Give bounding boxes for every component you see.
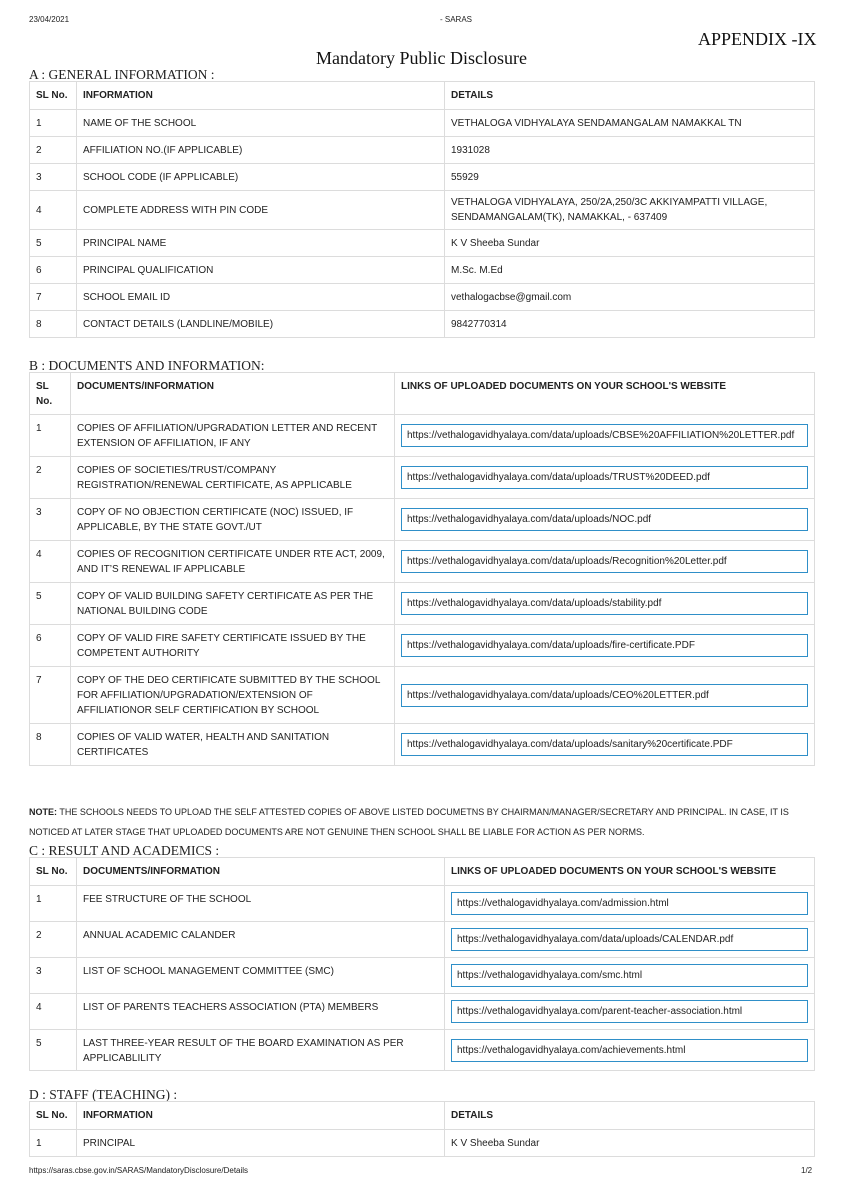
table-row (30, 667, 815, 724)
info-cell: NAME OF THE SCHOOL (77, 110, 445, 137)
table-row (30, 1030, 815, 1071)
col-header-sl-no: SL No. (30, 373, 71, 415)
info-cell: LIST OF SCHOOL MANAGEMENT COMMITTEE (SMC) (77, 958, 445, 994)
document-link[interactable]: https://vethalogavidhyalaya.com/data/uploads/stability.pdf (401, 592, 808, 615)
info-cell: COPIES OF RECOGNITION CERTIFICATE UNDER RTE ACT, 2009, AND IT’S RENEWAL IF APPLICABLE (71, 541, 395, 583)
info-cell: COPIES OF SOCIETIES/TRUST/COMPANY REGISTRATION/RENEWAL CERTIFICATE, AS APPLICABLE (71, 457, 395, 499)
col-header-information: INFORMATION (77, 1102, 445, 1130)
print-date: 23/04/2021 (29, 15, 70, 24)
result-academics-table (29, 857, 815, 1071)
table-row (30, 110, 815, 137)
document-link[interactable]: https://vethalogavidhyalaya.com/data/uploads/NOC.pdf (401, 508, 808, 531)
link-cell (395, 415, 815, 457)
info-cell: COPIES OF AFFILIATION/UPGRADATION LETTER AND RECENT EXTENSION OF AFFILIATION, IF ANY (71, 415, 395, 457)
col-header-links: LINKS OF UPLOADED DOCUMENTS ON YOUR SCHOOL'S WEBSITE (395, 373, 815, 415)
link-cell (395, 724, 815, 766)
sl-no-cell: 7 (30, 284, 77, 311)
info-cell: COPY OF THE DEO CERTIFICATE SUBMITTED BY THE SCHOOL FOR AFFILIATION/UPGRADATION/EXTENSION OF AFFILIATIONOR SELF CERTIFICATION BY SCHOOL (71, 667, 395, 724)
details-cell: VETHALOGA VIDHYALAYA, 250/2A,250/3C AKKIYAMPATTI VILLAGE, SENDAMANGALAM(TK), NAMAKKAL, - 637409 (445, 191, 815, 230)
document-link[interactable]: https://vethalogavidhyalaya.com/data/uploads/CALENDAR.pdf (451, 928, 808, 951)
table-row (30, 284, 815, 311)
table-row (30, 499, 815, 541)
details-cell: VETHALOGA VIDHYALAYA SENDAMANGALAM NAMAKKAL TN (445, 110, 815, 137)
document-link[interactable]: https://vethalogavidhyalaya.com/data/uploads/CEO%20LETTER.pdf (401, 684, 808, 707)
sl-no-cell: 7 (30, 667, 71, 724)
table-row (30, 541, 815, 583)
sl-no-cell: 2 (30, 137, 77, 164)
link-cell (445, 922, 815, 958)
sl-no-cell: 5 (30, 583, 71, 625)
info-cell: SCHOOL EMAIL ID (77, 284, 445, 311)
note-text (29, 802, 814, 842)
link-cell (445, 1030, 815, 1071)
col-header-details: DETAILS (445, 82, 815, 110)
sl-no-cell: 3 (30, 164, 77, 191)
link-cell (395, 625, 815, 667)
table-row (30, 230, 815, 257)
sl-no-cell: 6 (30, 257, 77, 284)
general-information-table (29, 81, 815, 338)
details-cell: 1931028 (445, 137, 815, 164)
details-cell: M.Sc. M.Ed (445, 257, 815, 284)
col-header-sl-no: SL No. (30, 82, 77, 110)
link-cell (445, 994, 815, 1030)
table-row (30, 257, 815, 284)
info-cell: COPY OF VALID BUILDING SAFETY CERTIFICATE AS PER THE NATIONAL BUILDING CODE (71, 583, 395, 625)
details-cell: K V Sheeba Sundar (445, 1130, 815, 1157)
link-cell (445, 886, 815, 922)
documents-information-table (29, 372, 815, 766)
info-cell: COPY OF VALID FIRE SAFETY CERTIFICATE ISSUED BY THE COMPETENT AUTHORITY (71, 625, 395, 667)
details-cell: 55929 (445, 164, 815, 191)
table-row (30, 137, 815, 164)
sl-no-cell: 8 (30, 311, 77, 338)
document-link[interactable]: https://vethalogavidhyalaya.com/parent-teacher-association.html (451, 1000, 808, 1023)
sl-no-cell: 3 (30, 499, 71, 541)
table-row (30, 625, 815, 667)
info-cell: AFFILIATION NO.(IF APPLICABLE) (77, 137, 445, 164)
sl-no-cell: 4 (30, 191, 77, 230)
table-row (30, 311, 815, 338)
sl-no-cell: 4 (30, 541, 71, 583)
link-cell (395, 667, 815, 724)
link-cell (395, 541, 815, 583)
table-row (30, 583, 815, 625)
table-row (30, 922, 815, 958)
table-row (30, 1130, 815, 1157)
info-cell: FEE STRUCTURE OF THE SCHOOL (77, 886, 445, 922)
sl-no-cell: 1 (30, 1130, 77, 1157)
document-link[interactable]: https://vethalogavidhyalaya.com/data/uploads/Recognition%20Letter.pdf (401, 550, 808, 573)
col-header-details: DETAILS (445, 1102, 815, 1130)
note-body: THE SCHOOLS NEEDS TO UPLOAD THE SELF ATTESTED COPIES OF ABOVE LISTED DOCUMETNS BY CHAIRMAN/MANAGER/SECRETARY AND PRINCIPAL. IN CASE, IT IS NOTICED AT LATER STAGE THAT UPLOADED DOCUMENTS ARE NOT GENUINE THEN SCHOOL SHALL BE LIABLE FOR ACTION AS PER NORMS. (29, 807, 789, 837)
info-cell: ANNUAL ACADEMIC CALANDER (77, 922, 445, 958)
link-cell (445, 958, 815, 994)
table-row (30, 958, 815, 994)
table-row (30, 415, 815, 457)
table-row (30, 191, 815, 230)
table-row (30, 994, 815, 1030)
staff-teaching-table (29, 1101, 815, 1157)
details-cell: vethalogacbse@gmail.com (445, 284, 815, 311)
section-d-title: D : STAFF (TEACHING) : (29, 1087, 178, 1102)
sl-no-cell: 2 (30, 922, 77, 958)
col-header-information: INFORMATION (77, 82, 445, 110)
link-cell (395, 499, 815, 541)
sl-no-cell: 1 (30, 415, 71, 457)
note-label: NOTE: (29, 807, 57, 817)
info-cell: COPIES OF VALID WATER, HEALTH AND SANITATION CERTIFICATES (71, 724, 395, 766)
table-row (30, 164, 815, 191)
document-link[interactable]: https://vethalogavidhyalaya.com/data/uploads/sanitary%20certificate.PDF (401, 733, 808, 756)
sl-no-cell: 2 (30, 457, 71, 499)
info-cell: PRINCIPAL QUALIFICATION (77, 257, 445, 284)
details-cell: K V Sheeba Sundar (445, 230, 815, 257)
page-title: Mandatory Public Disclosure (316, 48, 527, 68)
print-header-title: - SARAS (440, 15, 473, 24)
document-link[interactable]: https://vethalogavidhyalaya.com/data/uploads/CBSE%20AFFILIATION%20LETTER.pdf (401, 424, 808, 447)
info-cell: PRINCIPAL NAME (77, 230, 445, 257)
info-cell: SCHOOL CODE (IF APPLICABLE) (77, 164, 445, 191)
document-link[interactable]: https://vethalogavidhyalaya.com/data/uploads/TRUST%20DEED.pdf (401, 466, 808, 489)
sl-no-cell: 3 (30, 958, 77, 994)
document-link[interactable]: https://vethalogavidhyalaya.com/data/uploads/fire-certificate.PDF (401, 634, 808, 657)
section-a-title: A : GENERAL INFORMATION : (29, 67, 215, 82)
sl-no-cell: 5 (30, 230, 77, 257)
appendix-label: APPENDIX -IX (698, 29, 817, 49)
col-header-documents: DOCUMENTS/INFORMATION (77, 858, 445, 886)
details-cell: 9842770314 (445, 311, 815, 338)
info-cell: COMPLETE ADDRESS WITH PIN CODE (77, 191, 445, 230)
info-cell: CONTACT DETAILS (LANDLINE/MOBILE) (77, 311, 445, 338)
footer-url: https://saras.cbse.gov.in/SARAS/MandatoryDisclosure/Details (29, 1166, 249, 1175)
info-cell: LIST OF PARENTS TEACHERS ASSOCIATION (PTA) MEMBERS (77, 994, 445, 1030)
sl-no-cell: 8 (30, 724, 71, 766)
table-row (30, 724, 815, 766)
col-header-sl-no: SL No. (30, 858, 77, 886)
info-cell: LAST THREE-YEAR RESULT OF THE BOARD EXAMINATION AS PER APPLICABLILITY (77, 1030, 445, 1071)
section-b-title: B : DOCUMENTS AND INFORMATION: (29, 358, 265, 373)
page-number: 1/2 (801, 1166, 813, 1175)
document-link[interactable]: https://vethalogavidhyalaya.com/achievements.html (451, 1039, 808, 1062)
table-row (30, 886, 815, 922)
sl-no-cell: 1 (30, 110, 77, 137)
document-link[interactable]: https://vethalogavidhyalaya.com/admission.html (451, 892, 808, 915)
info-cell: PRINCIPAL (77, 1130, 445, 1157)
table-row (30, 457, 815, 499)
sl-no-cell: 6 (30, 625, 71, 667)
info-cell: COPY OF NO OBJECTION CERTIFICATE (NOC) ISSUED, IF APPLICABLE, BY THE STATE GOVT./UT (71, 499, 395, 541)
document-link[interactable]: https://vethalogavidhyalaya.com/smc.html (451, 964, 808, 987)
col-header-documents: DOCUMENTS/INFORMATION (71, 373, 395, 415)
col-header-sl-no: SL No. (30, 1102, 77, 1130)
sl-no-cell: 1 (30, 886, 77, 922)
link-cell (395, 583, 815, 625)
col-header-links: LINKS OF UPLOADED DOCUMENTS ON YOUR SCHOOL'S WEBSITE (445, 858, 815, 886)
sl-no-cell: 5 (30, 1030, 77, 1071)
link-cell (395, 457, 815, 499)
sl-no-cell: 4 (30, 994, 77, 1030)
section-c-title: C : RESULT AND ACADEMICS : (29, 843, 220, 858)
